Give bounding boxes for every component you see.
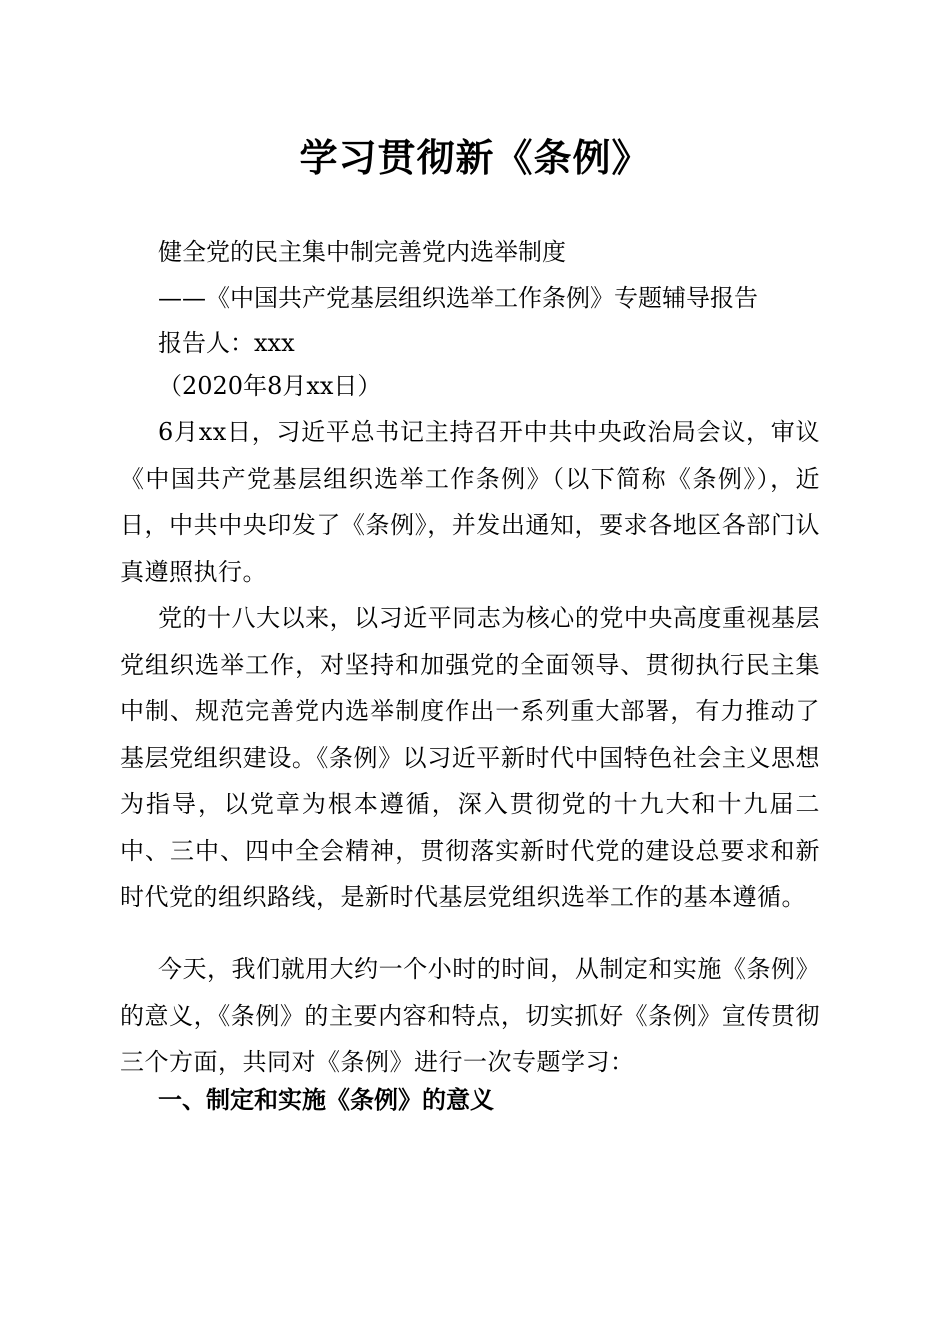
report-subtitle-2: ——《中国共产党基层组织选举工作条例》专题辅导报告 — [158, 284, 758, 312]
section-heading: 一、制定和实施《条例》的意义 — [158, 1086, 494, 1114]
paragraph-1: 6月xx日，习近平总书记主持召开中共中央政治局会议，审议《中国共产党基层组织选举工作条例》（以下简称《条例》），近日，中共中央印发了《条例》，并发出通知，要求各地区各部门认真遵照执行。 — [120, 418, 820, 586]
paragraph-3: 今天，我们就用大约一个小时的时间，从制定和实施《条例》的意义，《条例》的主要内容和特点，切实抓好《条例》宣传贯彻三个方面，共同对《条例》进行一次专题学习： — [120, 955, 820, 1076]
paragraph-2: 党的十八大以来，以习近平同志为核心的党中央高度重视基层党组织选举工作，对坚持和加强党的全面领导、贯彻执行民主集中制、规范完善党内选举制度作出一系列重大部署，有力推动了基层党组织建设。《条例》以习近平新时代中国特色社会主义思想为指导，以党章为根本遵循，深入贯彻党的十九大和十九届二中、三中、四中全会精神，贯彻落实新时代党的建设总要求和新时代党的组织路线，是新时代基层党组织选举工作的基本遵循。 — [120, 604, 820, 911]
report-date: （2020年8月xx日） — [158, 372, 382, 400]
report-subtitle: 健全党的民主集中制完善党内选举制度 — [158, 238, 566, 266]
reporter-line: 报告人：xxx — [158, 329, 295, 357]
document-title: 学习贯彻新《条例》 — [299, 136, 651, 180]
